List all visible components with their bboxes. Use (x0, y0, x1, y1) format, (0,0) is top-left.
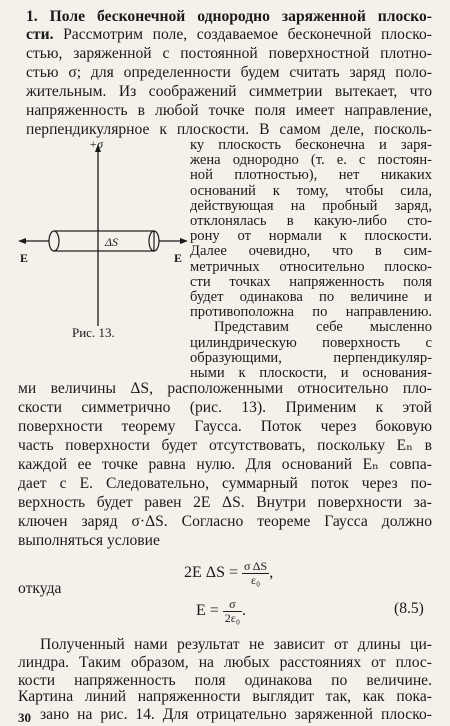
text-line-9: скости симметрично (рис. 13). Применим к этой (18, 399, 432, 416)
wrap-line-14: цилиндрическую поверхность с (190, 334, 432, 351)
wrap-line-9: метричных относительно плоско- (190, 258, 432, 275)
formula-8-5-fraction (223, 598, 242, 625)
formula-gauss-denominator: ε₀ (250, 573, 261, 587)
formula-8-5-left: E = (196, 602, 219, 620)
label-sigma: +σ (89, 140, 104, 151)
text-line-3: стью, заряженной с постоянной поверхностной плотно- (26, 45, 432, 62)
text-line-18: линдра. Таким образом, на любых расстояниях от плос- (18, 654, 432, 671)
text-line-7: перпендикулярное к плоскости. В самом деле, посколь- (26, 121, 432, 138)
wrap-line-16: ными к плоскости, и основания- (190, 365, 432, 381)
formula-8-5-denominator: 2ε₀ (224, 611, 241, 625)
wrap-line-4: оснований к тому, чтобы сила, (190, 182, 432, 199)
text-line-2-rest: Рассмотрим поле, создаваемое бесконечной плоско- (63, 26, 432, 43)
label-ds: ΔS (105, 235, 119, 249)
wrap-line-3: ной плотностью), нет никаких (190, 167, 432, 184)
formula-gauss-fraction (242, 560, 269, 587)
text-line-17: Полученный нами результат не зависит от длины ци- (40, 636, 432, 653)
section-heading: 1. Поле бесконечной однородно заряженной плоско- (26, 8, 432, 25)
text-line-4: стью σ; для определенности будем считать заряд поло- (26, 64, 432, 81)
field-arrow-left (18, 238, 26, 244)
cylinder-body (54, 231, 154, 251)
section-heading-end: сти. (26, 26, 54, 43)
formula-gauss (184, 560, 273, 587)
label-e-right: E (174, 251, 183, 265)
wrap-line-6: отклонялась в какую-либо сто- (190, 213, 432, 229)
wrap-line-7: рону от нормали к плоскости. (190, 228, 432, 245)
text-line-13: дает с E. Следовательно, суммарный поток через по- (18, 475, 432, 492)
formula-8-5-tail: . (242, 602, 247, 620)
formula-8-5-numerator: σ (223, 598, 242, 612)
formula-8-5 (196, 598, 246, 625)
figure-caption: Рис. 13. (72, 325, 115, 340)
cylinder-left-base (49, 231, 59, 251)
text-line-14: верхность будет равен 2E ΔS. Внутри поверхности за- (18, 494, 432, 511)
wrap-line-15: образующими, перпендикуляр- (190, 349, 432, 366)
text-line-12: каждой ее точке равна нулю. Для оснований Eₙ совпа- (18, 456, 432, 473)
text-line-2 (26, 26, 432, 44)
wrap-line-10: сти точках напряженность поля (190, 273, 432, 290)
text-line-15: ключен заряд σ·ΔS. Согласно теореме Гаусса должно (18, 513, 432, 530)
formula-gauss-left: 2E ΔS = (184, 564, 238, 582)
formula-gauss-tail: , (269, 564, 274, 582)
text-line-1 (26, 8, 432, 26)
wrap-line-1: ку плоскость бесконечна и заря- (190, 137, 432, 153)
wrap-line-12: противоположна по направлению. (190, 304, 432, 321)
text-otkuda: откуда (18, 580, 62, 597)
text-line-6: напряженность в любой точке поля имеет направление, (26, 102, 432, 119)
text-line-16: выполняться условие (18, 532, 160, 549)
field-arrow-right (180, 238, 188, 244)
text-line-10: поверхности теорему Гаусса. Поток через боковую (18, 418, 432, 435)
text-line-5: жительным. Из соображений симметрии вытекает, что (26, 83, 432, 100)
text-line-20: Картина линий напряженности выглядит так, как пока- (18, 688, 432, 705)
formula-gauss-numerator: σ ΔS (243, 559, 268, 573)
wrap-line-8: Далее очевидно, что в сим- (190, 243, 432, 260)
text-line-19: кости напряженность поля одинакова по величине. (18, 672, 432, 689)
wrap-line-2: жена однородно (т. е. с постоян- (190, 152, 432, 169)
text-line-21: зано на рис. 14. Для отрицательно заряженной плоско- (40, 706, 432, 723)
wrap-line-5: действующая на пробный заряд, (190, 197, 432, 214)
page-number: 30 (18, 710, 31, 725)
wrap-line-13: Представим себе мысленно (214, 319, 432, 336)
label-e-left: E (20, 251, 29, 265)
text-line-8: ми величины ΔS, расположенными относительно пло- (18, 380, 432, 397)
text-line-11: часть поверхности будет отсутствовать, поскольку Eₙ в (18, 437, 432, 454)
wrap-line-11: будет одинакова по величине и (190, 289, 432, 305)
equation-number: (8.5) (394, 600, 424, 617)
